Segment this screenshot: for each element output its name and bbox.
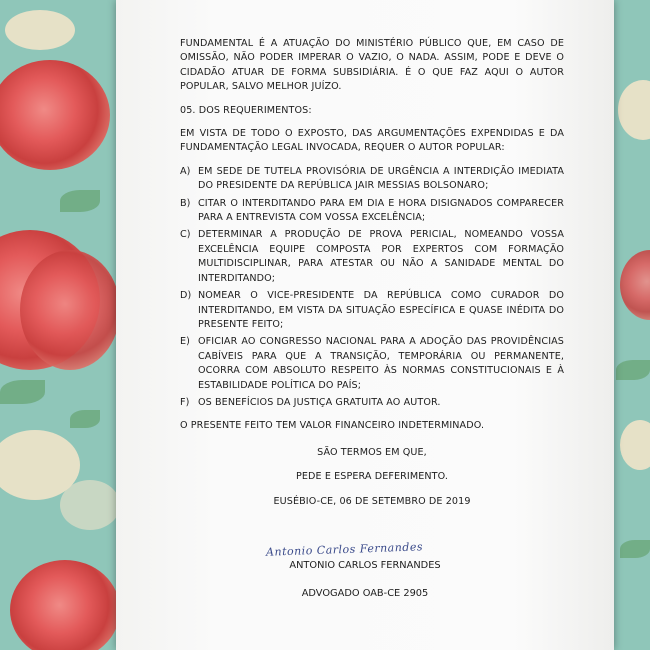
- value-statement: O PRESENTE FEITO TEM VALOR FINANCEIRO INDETERMINADO.: [180, 420, 485, 432]
- handwritten-signature: Antonio Carlos Fernandes: [265, 540, 424, 559]
- section-heading: 05. DOS REQUERIMENTOS:: [180, 104, 312, 116]
- list-item: B) CITAR O INTERDITANDO PARA EM DIA E HORA DISIGNADOS COMPARECER PARA A ENTREVISTA COM VOSSA EXCELÊNCIA;: [180, 197, 564, 224]
- document-page: [116, 0, 614, 650]
- lead-paragraph: EM VISTA DE TODO O EXPOSTO, DAS ARGUMENTAÇÕES EXPENDIDAS E DA FUNDAMENTAÇÃO LEGAL INVOCADA, REQUER O AUTOR POPULAR:: [180, 128, 564, 154]
- requests-list: [180, 165, 564, 411]
- closing-line-2: PEDE E ESPERA DEFERIMENTO.: [295, 471, 449, 483]
- list-item: D) NOMEAR O VICE-PRESIDENTE DA REPÚBLICA COMO CURADOR DO INTERDITANDO, EM VISTA DA SITUAÇÃO ESPECÍFICA E QUASE INÉDITA DO PRESENTE FEITO;: [180, 290, 564, 330]
- list-item: C) DETERMINAR A PRODUÇÃO DE PROVA PERICIAL, NOMEANDO VOSSA EXCELÊNCIA EQUIPE COMPOSTA POR EXPERTOS COM FORMAÇÃO MULTIDISCIPLINAR, PARA ATESTAR OU NÃO A SANIDADE MENTAL DO INTERDITANDO;: [180, 229, 564, 284]
- signer-name: ANTONIO CARLOS FERNANDES: [289, 560, 441, 571]
- place-date: EUSÉBIO-CE, 06 DE SETEMBRO DE 2019: [273, 495, 471, 507]
- list-item: A) EM SEDE DE TUTELA PROVISÓRIA DE URGÊNCIA A INTERDIÇÃO IMEDIATA DO PRESIDENTE DA REPÚBLICA JAIR MESSIAS BOLSONARO;: [180, 165, 564, 192]
- list-item: E) OFICIAR AO CONGRESSO NACIONAL PARA A ADOÇÃO DAS PROVIDÊNCIAS CABÍVEIS PARA QUE A TRANSIÇÃO, TEMPORÁRIA OU PERMANENTE, OCORRA COM ABSOLUTO RESPEITO ÀS NORMAS CONSTITUCIONAIS E À ESTABILIDADE POLÍTICA DO PAÍS;: [180, 336, 564, 391]
- closing-line-1: SÃO TERMOS EM QUE,: [317, 446, 427, 458]
- list-item: F) OS BENEFÍCIOS DA JUSTIÇA GRATUITA AO AUTOR.: [180, 396, 441, 408]
- document-body: [180, 37, 564, 509]
- closing-block: [180, 434, 564, 509]
- signer-title: ADVOGADO OAB-CE 2905: [301, 588, 429, 599]
- intro-paragraph: FUNDAMENTAL É A ATUAÇÃO DO MINISTÉRIO PÚBLICO QUE, EM CASO DE OMISSÃO, NÃO PODER IMPERAR O VAZIO, O NADA. ASSIM, PODE E DEVE O CIDADÃO ATUAR DE FORMA SUBSIDIÁRIA. É O QUE FAZ AQUI O AUTOR POPULAR, SALVO MELHOR JUÍZO.: [180, 38, 564, 93]
